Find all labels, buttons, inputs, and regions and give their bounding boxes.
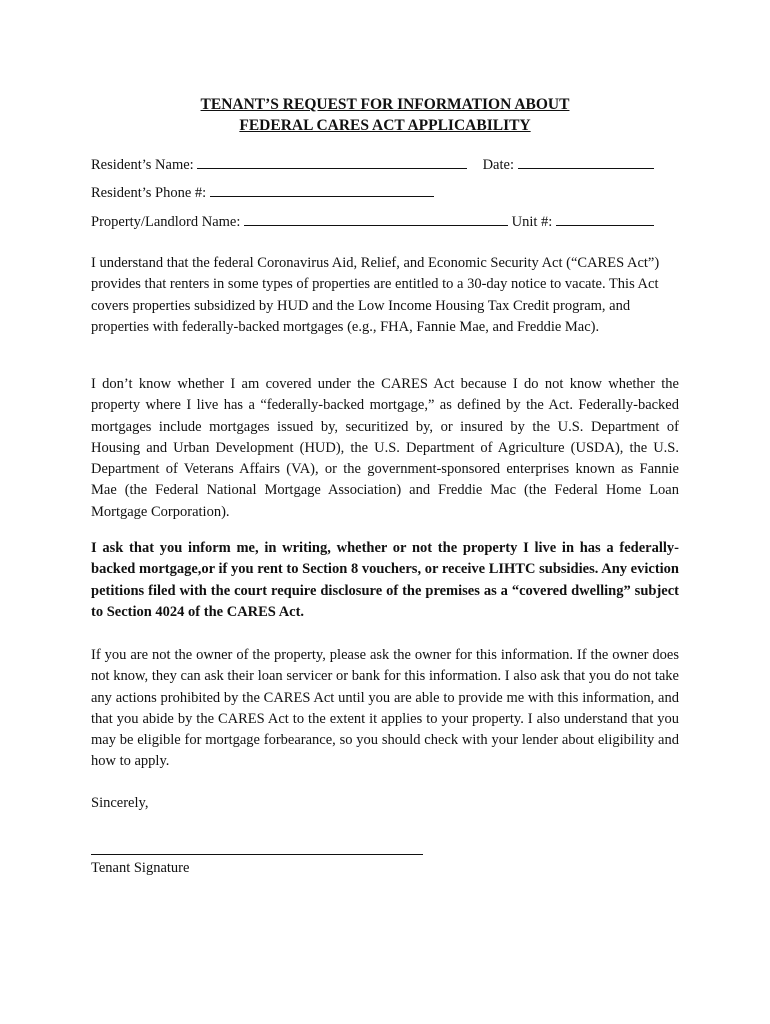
date-field[interactable]	[518, 155, 654, 169]
signature-label: Tenant Signature	[91, 860, 190, 876]
property-landlord-field[interactable]	[244, 212, 508, 226]
resident-name-field[interactable]	[197, 155, 467, 169]
resident-name-label: Resident’s Name:	[91, 157, 194, 173]
paragraph-owner-instructions: If you are not the owner of the property, please ask the owner for this information. If the owner does not know, they can ask their loan servicer or bank for this information. I also ask that you do not take any actions prohibited by the CARES Act until you are able to provide me with this information, and that you abide by the CARES Act to the extent it applies to your property. I also understand that you may be eligible for mortgage forbearance, so you should check with your lender about eligibility and how to apply.	[91, 647, 679, 770]
document-title-line-2: FEDERAL CARES ACT APPLICABILITY	[239, 117, 531, 134]
paragraph-cares-act-intro: I understand that the federal Coronavirus Aid, Relief, and Economic Security Act (“CARES Act”) provides that renters in some types of properties are entitled to a 30-day notice to vacate. This Act covers properties subsidized by HUD and the Low Income Housing Tax Credit program, and properties with federally-backed mortgages (e.g., FHA, Fannie Mae, and Freddie Mac).	[91, 255, 660, 335]
resident-phone-label: Resident’s Phone #:	[91, 185, 207, 201]
resident-phone-field[interactable]	[210, 183, 434, 197]
signature-line[interactable]	[91, 854, 423, 855]
property-landlord-row	[91, 212, 654, 231]
resident-phone-row	[91, 183, 434, 202]
property-landlord-label: Property/Landlord Name:	[91, 214, 241, 230]
date-label: Date:	[482, 157, 514, 173]
unit-field[interactable]	[556, 212, 654, 226]
paragraph-request-bold: I ask that you inform me, in writing, whether or not the property I live in has a federally-backed mortgage,or if you rent to Section 8 vouchers, or receive LIHTC subsidies. Any eviction petitions filed with the court require disclosure of the premises as a “covered dwelling” subject to Section 4024 of the CARES Act.	[91, 540, 679, 620]
paragraph-federally-backed-mortgage: I don’t know whether I am covered under the CARES Act because I do not know whether the property where I live has a “federally-backed mortgage,” as defined by the Act. Federally-backed mortgages include mortgages issued by, securitized by, or insured by the U.S. Department of Housing and Urban Development (HUD), the U.S. Department of Agriculture (USDA), the U.S. Department of Veterans Affairs (VA), or the government-sponsored enterprises known as Fannie Mae (the Federal National Mortgage Association) and Freddie Mac (the Federal Home Loan Mortgage Corporation).	[91, 376, 679, 520]
resident-name-row	[91, 155, 654, 174]
document-title-line-1: TENANT’S REQUEST FOR INFORMATION ABOUT	[200, 96, 570, 113]
closing-text: Sincerely,	[91, 795, 149, 811]
unit-label: Unit #:	[511, 214, 553, 230]
